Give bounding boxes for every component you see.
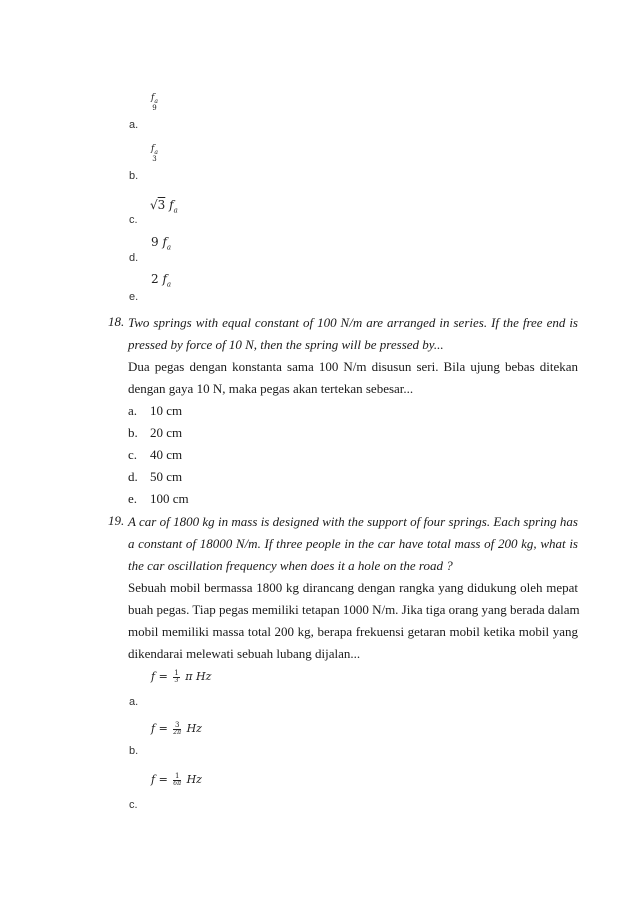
option-a-equation: f = $\frac{1}{3}$ π Hz — [151, 669, 212, 684]
question-19-indo-line3: mobil memiliki massa total 200 kg, berapa frekuensi getaran mobil ketika mobil yang — [128, 624, 578, 639]
question-18-english-line1: Two springs with equal constant of 100 N/m are arranged in series. If the free end is — [128, 315, 578, 330]
question-18-option-b: b. 20 cm — [128, 425, 183, 440]
question-19-indo-line4: dikendarai melewati sebuah lubang dijalan... — [128, 646, 361, 661]
option-b-equation: f = $\frac{3}{2\pi}$ Hz — [151, 721, 202, 736]
question-19-indo-line1: Sebuah mobil bermassa 1800 kg dirancang dengan rangka yang didukung oleh mepat — [128, 580, 578, 595]
question-19-number: 19. — [108, 513, 125, 528]
option-e-letter: e. — [129, 291, 139, 303]
question-18-indo-line2: dengan gaya 10 N, maka pegas akan tertekan sebesar... — [128, 381, 414, 396]
option-c-letter: c. — [129, 214, 138, 226]
option-d-letter: d. — [129, 252, 139, 264]
option-c-formula: √3 $f_a$ — [150, 198, 178, 215]
question-18-indo-line1: Dua pegas dengan konstanta sama 100 N/m disusun seri. Bila ujung bebas ditekan — [128, 359, 578, 374]
question-18-option-d: d. 50 cm — [128, 469, 183, 484]
question-19-english-line3: the car oscillation frequency when does it a hole on the road ? — [128, 558, 453, 573]
option-b-letter: b. — [129, 170, 139, 182]
option-d-formula: 9 $f_a$ — [151, 235, 172, 252]
question-18-english-line2: pressed by force of 10 N, then the spring will be pressed by... — [128, 337, 444, 352]
question-19-english-line1: A car of 1800 kg in mass is designed with the support of four springs. Each spring has — [128, 514, 578, 529]
option-b-formula: $f_a$ 3 — [151, 144, 158, 163]
option-a-letter: a. — [129, 119, 139, 131]
option-e-formula: 2 $f_a$ — [151, 272, 172, 289]
question-19-indo-line2: buah pegas. Tiap pegas memiliki tetapan 1000 N/m. Jika tiga orang yang berada dalam — [128, 602, 580, 617]
question-19-english-line2: a constant of 18000 N/m. If three people in the car have total mass of 200 kg, what is — [128, 536, 578, 551]
question-18-option-e: e. 100 cm — [128, 491, 189, 506]
option-b-letter: b. — [129, 745, 139, 757]
option-a-formula: $f_a$ 9 — [151, 93, 158, 112]
question-18-option-a: a. 10 cm — [128, 403, 183, 418]
option-c-letter: c. — [129, 799, 138, 811]
question-18-number: 18. — [108, 314, 125, 329]
option-a-letter: a. — [129, 696, 139, 708]
option-c-equation: f = $\frac{1}{6\pi}$ Hz — [151, 772, 202, 787]
question-18-option-c: c. 40 cm — [128, 447, 183, 462]
